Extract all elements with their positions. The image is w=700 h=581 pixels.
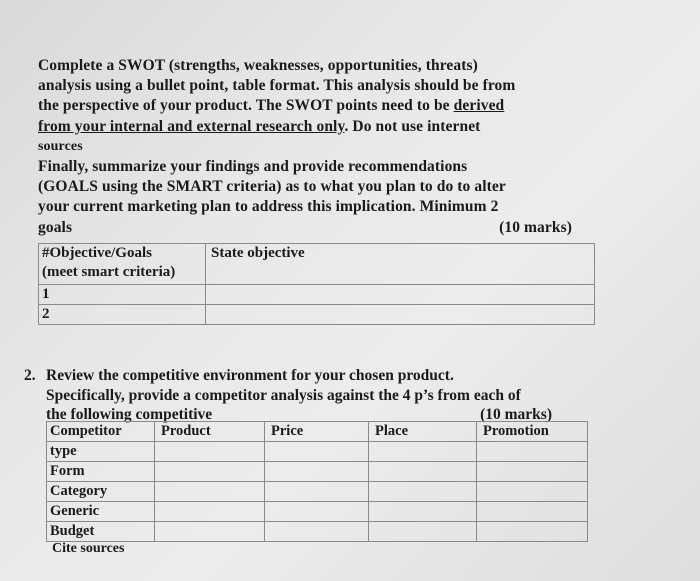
question-number: 2. bbox=[24, 367, 36, 384]
table-row bbox=[47, 522, 588, 542]
table-cell: Generic bbox=[47, 502, 155, 522]
table-cell: type bbox=[47, 442, 155, 462]
table-cell[interactable] bbox=[155, 482, 265, 502]
table-cell[interactable] bbox=[155, 502, 265, 522]
goals-table bbox=[38, 243, 595, 325]
table-header-cell: Promotion bbox=[477, 422, 588, 442]
table-cell[interactable] bbox=[155, 522, 265, 542]
table-cell[interactable] bbox=[155, 462, 265, 482]
table-header-cell: State objective bbox=[206, 244, 595, 285]
table-cell[interactable] bbox=[265, 462, 369, 482]
table-cell[interactable] bbox=[265, 442, 369, 462]
competitor-table bbox=[46, 421, 588, 542]
table-row bbox=[47, 442, 588, 462]
table-row bbox=[39, 244, 595, 285]
table-row bbox=[47, 462, 588, 482]
table-cell[interactable] bbox=[369, 502, 477, 522]
marks-label: (10 marks) bbox=[499, 218, 572, 236]
table-cell: Form bbox=[47, 462, 155, 482]
table-cell[interactable] bbox=[265, 522, 369, 542]
table-header-cell: Price bbox=[265, 422, 369, 442]
instruction-line bbox=[38, 96, 578, 116]
table-header-cell: Product bbox=[155, 422, 265, 442]
table-cell: Budget bbox=[47, 522, 155, 542]
table-header-cell: Place bbox=[369, 422, 477, 442]
instruction-line bbox=[38, 117, 578, 137]
table-cell[interactable] bbox=[369, 442, 477, 462]
table-header-cell: Competitor bbox=[47, 422, 155, 442]
underlined-text: from your internal and external research only bbox=[38, 117, 345, 135]
instruction-line bbox=[38, 218, 572, 238]
instruction-line: your current marketing plan to address this implication. Minimum 2 bbox=[38, 198, 499, 216]
table-cell[interactable] bbox=[155, 442, 265, 462]
cite-sources-label: Cite sources bbox=[52, 541, 125, 556]
table-row bbox=[39, 285, 595, 305]
table-cell[interactable] bbox=[477, 502, 588, 522]
table-cell[interactable] bbox=[369, 482, 477, 502]
table-cell[interactable] bbox=[477, 482, 588, 502]
instruction-text: . Do not use internet bbox=[344, 117, 481, 135]
table-row bbox=[39, 305, 595, 325]
table-row bbox=[47, 502, 588, 522]
table-cell[interactable] bbox=[206, 285, 595, 305]
table-row bbox=[47, 482, 588, 502]
underlined-text: derived bbox=[453, 97, 505, 115]
table-cell: 1 bbox=[39, 285, 206, 305]
table-cell[interactable] bbox=[477, 522, 588, 542]
table-row bbox=[47, 422, 588, 442]
table-cell[interactable] bbox=[369, 462, 477, 482]
instruction-text: goals bbox=[38, 218, 73, 236]
instruction-line: Specifically, provide a competitor analysis against the 4 p’s from each of bbox=[46, 386, 521, 404]
table-cell[interactable] bbox=[265, 482, 369, 502]
table-cell[interactable] bbox=[369, 522, 477, 542]
instruction-line: sources bbox=[38, 138, 83, 154]
table-cell[interactable] bbox=[477, 442, 588, 462]
instruction-text: the perspective of your product. The SWOT points need to be bbox=[38, 97, 454, 115]
instruction-line: Review the competitive environment for your chosen product. bbox=[46, 367, 454, 384]
swot-instructions bbox=[38, 56, 578, 238]
header-text: (meet smart criteria) bbox=[42, 264, 176, 280]
instruction-text: the following competitive bbox=[46, 406, 213, 423]
instruction-line: Complete a SWOT (strengths, weaknesses, opportunities, threats) bbox=[38, 57, 478, 74]
instruction-line: Finally, summarize your findings and provide recommendations bbox=[38, 158, 468, 176]
question-text bbox=[46, 366, 576, 425]
instruction-line: analysis using a bullet point, table format. This analysis should be from bbox=[38, 77, 516, 95]
table-cell[interactable] bbox=[265, 502, 369, 522]
marks-label: (10 marks) bbox=[480, 406, 552, 423]
table-cell[interactable] bbox=[206, 305, 595, 325]
table-cell: 2 bbox=[39, 305, 206, 325]
header-text: #Objective/Goals bbox=[42, 245, 152, 261]
instruction-line: (GOALS using the SMART criteria) as to what you plan to do to alter bbox=[38, 178, 506, 196]
table-header-cell bbox=[39, 244, 206, 285]
table-cell[interactable] bbox=[477, 462, 588, 482]
table-cell: Category bbox=[47, 482, 155, 502]
